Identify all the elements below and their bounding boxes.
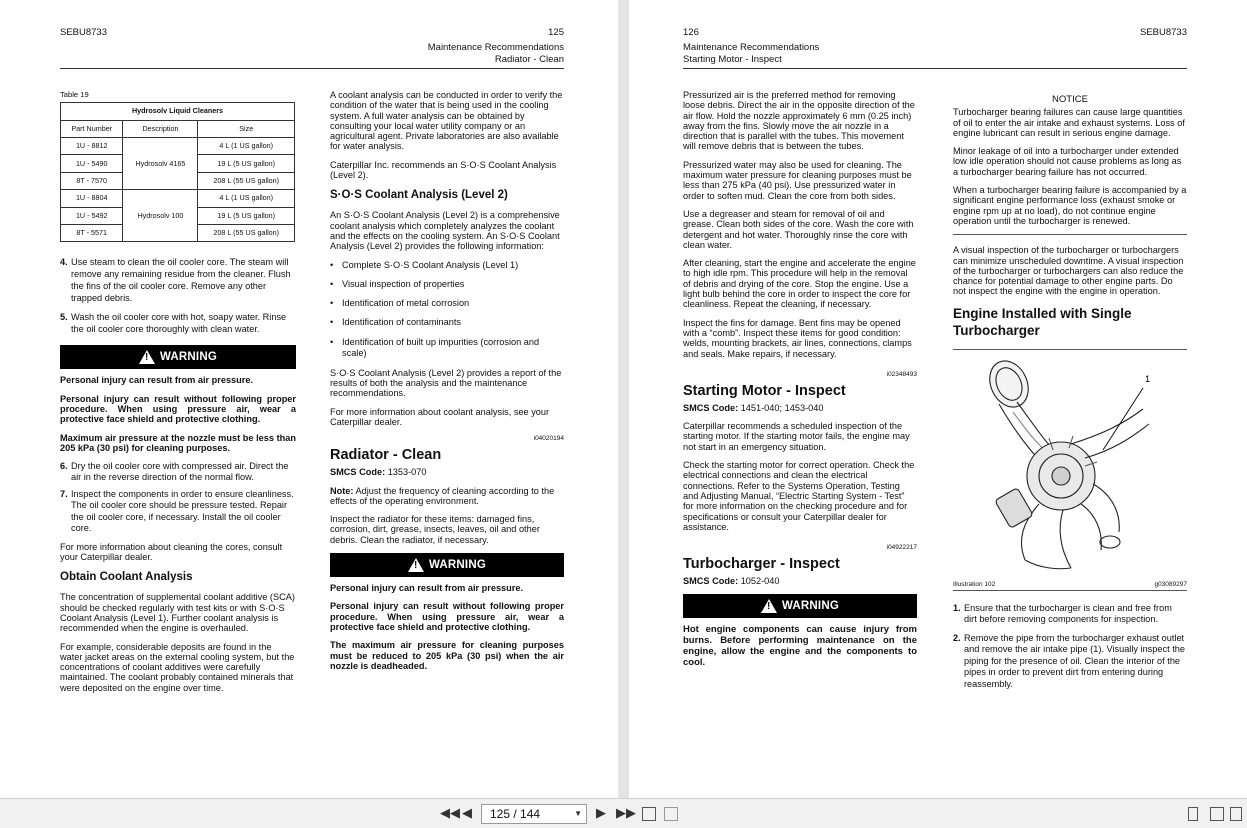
header-topic: Starting Motor - Inspect xyxy=(683,54,782,65)
list-item xyxy=(330,317,564,327)
bullet: • xyxy=(330,298,334,309)
paragraph: Caterpillar recommends a scheduled inspection of the starting motor. If the starting motor fails, the engine may not start in an emergency situation. xyxy=(683,421,910,452)
step-text: Dry the oil cooler core with compressed air. Direct the air in the reverse direction of the normal flow. xyxy=(71,461,289,482)
paragraph: For more information about coolant analysis, see your Caterpillar dealer. xyxy=(330,406,550,427)
right-column-2 xyxy=(953,95,1187,697)
illustration-ref: g03089297 xyxy=(1154,580,1187,588)
bullet: • xyxy=(330,259,334,270)
warning-banner xyxy=(330,553,564,577)
table-header: Part Number xyxy=(61,120,123,137)
illustration-label: Illustration 102 xyxy=(953,580,996,588)
illustration-caption xyxy=(953,581,1187,589)
step-1 xyxy=(953,603,1187,626)
more-info-text: For more information about cleaning the cores, consult your Caterpillar dealer. xyxy=(60,541,283,563)
warning-text: Maximum air pressure at the nozzle must be less than 205 kPa (30 psi) for cleaning purposes. xyxy=(60,432,296,453)
paragraph: After cleaning, start the engine and accelerate the engine to high idle rpm. This procedure will help in the removal of debris and drying of the core. Stop the engine. Use a light bulb behind the core in order to inspect the core for cleanliness. Repeat the cleaning, if necessary. xyxy=(683,258,916,310)
size-cell: 4 L (1 US gallon) xyxy=(198,138,295,155)
step-text: Wash the oil cooler core with hot, soapy water. Rinse the oil cooler core thoroughly with clean water. xyxy=(71,312,287,335)
step-number: 2. xyxy=(953,632,961,643)
step-number: 6. xyxy=(60,461,68,472)
step-number: 4. xyxy=(60,257,68,268)
previous-page-icon[interactable]: ◀ xyxy=(462,805,472,820)
description-cell: Hydrosolv 100 xyxy=(123,190,198,242)
list-item xyxy=(330,279,564,289)
paragraph: S·O·S Coolant Analysis (Level 2) provides a report of the results of both the analysis and the maintenance recommendations. xyxy=(330,367,562,399)
warning-banner xyxy=(683,594,917,618)
callout-1: 1 xyxy=(1145,373,1151,384)
fit-width-icon[interactable] xyxy=(664,807,678,821)
header-rule xyxy=(60,68,564,69)
header-rule xyxy=(683,68,1187,69)
list-item-text: Visual inspection of properties xyxy=(342,278,465,289)
page-indicator-select[interactable] xyxy=(481,804,587,824)
note-text: Adjust the frequency of cleaning according to the effects of the operating environment. xyxy=(330,485,555,506)
smcs-label: SMCS Code: xyxy=(683,576,739,587)
reference-id: i04922217 xyxy=(886,544,917,552)
smcs-value: 1052-040 xyxy=(740,576,780,587)
sos-level2-heading: S·O·S Coolant Analysis (Level 2) xyxy=(330,189,508,202)
paragraph: Pressurized air is the preferred method for removing loose debris. Direct the air in the opposite direction of the air flow. Hold the nozzle approximately 6 mm (0.25 inch) away from the fins. Slowly move the air nozzle in a direction that is parallel with the tubes. This movement will remove debris that is between the tubes. xyxy=(683,90,915,152)
note-paragraph xyxy=(330,486,564,507)
paragraph: A coolant analysis can be conducted in order to verify the condition of the water that is being used in the cooling system. A full water analysis can be obtained by consulting your local water utility company or an agricultural agent. Private laboratories are also available for water analysis. xyxy=(330,90,563,152)
paragraph: For example, considerable deposits are found in the water jacket areas on the external cooling system, but the concentrations of coolant additives were carefully maintained. The coolant probably contained minerals that were deposited on the engine over time. xyxy=(60,641,295,693)
list-item-text: Identification of built up impurities (corrosion and scale) xyxy=(342,336,540,358)
note-label: Note: xyxy=(330,485,354,496)
radiator-clean-heading: Radiator - Clean xyxy=(330,447,442,464)
notice-rule xyxy=(953,234,1187,235)
size-cell: 19 L (5 US gallon) xyxy=(198,155,295,172)
step-4 xyxy=(60,256,296,304)
part-number-cell: 1U - 5492 xyxy=(61,207,123,224)
bullet: • xyxy=(330,336,334,347)
fit-page-icon[interactable] xyxy=(642,807,656,821)
size-cell: 4 L (1 US gallon) xyxy=(198,190,295,207)
warning-text: The maximum air pressure for cleaning purposes must be reduced to 205 kPa (30 psi) when the air nozzle is deadheaded. xyxy=(330,640,564,671)
list-item xyxy=(330,260,564,270)
part-number-cell: 1U - 5490 xyxy=(61,155,123,172)
warning-label: WARNING xyxy=(160,351,217,364)
list-item xyxy=(330,337,564,359)
warning-text: Personal injury can result without following proper procedure. When using pressure air, wear a protective face shield and protective clothing. xyxy=(60,393,296,425)
continuous-view-icon[interactable] xyxy=(1230,807,1242,821)
paragraph: Caterpillar Inc. recommends an S·O·S Coolant Analysis (Level 2). xyxy=(330,159,557,181)
list-item-text: Identification of contaminants xyxy=(342,317,461,328)
paragraph: Check the starting motor for correct operation. Check the electrical connections and clean the electrical connections. Refer to the Systems Operation, Testing and Adjusting Manual, “Electric Starting System - Test” for more information on the checking procedure and for specifications or consult your Caterpillar dealer for assistance. xyxy=(683,460,915,532)
warning-label: WARNING xyxy=(782,600,839,613)
table-row xyxy=(61,190,295,207)
header-section: Maintenance Recommendations xyxy=(683,42,820,53)
next-page-icon[interactable]: ▶ xyxy=(596,805,606,820)
table-row xyxy=(61,138,295,155)
step-7 xyxy=(60,489,296,535)
paragraph: The concentration of supplemental coolant additive (SCA) should be checked regularly with test kits or with S·O·S Coolant Analysis (Level 1). Further coolant analysis is recommended when the engine is overhauled. xyxy=(60,592,295,634)
step-2 xyxy=(953,633,1187,691)
part-number-cell: 8T - 5571 xyxy=(61,225,123,242)
size-cell: 208 L (55 US gallon) xyxy=(198,225,295,242)
doc-id: SEBU8733 xyxy=(60,27,108,38)
page-indicator-text: 125 / 144 xyxy=(490,807,541,821)
paragraph: Inspect the radiator for these items: damaged fins, corrosion, dirt, grease, insects, leaves, oil and other debris. Clean the radiator, if necessary. xyxy=(330,514,540,545)
smcs-label: SMCS Code: xyxy=(683,402,739,413)
turbocharger-illustration xyxy=(953,354,1187,579)
warning-text: Personal injury can result from air pressure. xyxy=(330,583,524,594)
warning-icon: ! xyxy=(408,558,424,572)
smcs-code xyxy=(330,467,564,477)
reference-id: i04020194 xyxy=(533,435,564,443)
warning-banner xyxy=(60,345,296,369)
paragraph: Pressurized water may also be used for cleaning. The maximum water pressure for cleaning purposes must be less than 275 kPa (40 psi). Use pressurized water in order to soften mud. Clean the core from both sides. xyxy=(683,159,912,201)
cleaners-table xyxy=(60,102,295,242)
notice-paragraph: When a turbocharger bearing failure is accompanied by a significant engine performance loss (exhaust smoke or engine rpm up at no load), do not continue engine operation until the turbocharger is renewed. xyxy=(953,185,1187,226)
list-item-text: Complete S·O·S Coolant Analysis (Level 1) xyxy=(342,259,519,270)
last-page-icon[interactable]: ▶▶ xyxy=(616,805,636,820)
part-number-cell: 1U - 8812 xyxy=(61,138,123,155)
table-header: Description xyxy=(123,120,198,137)
starting-motor-heading: Starting Motor - Inspect xyxy=(683,382,846,399)
step-text: Use steam to clean the oil cooler core. The steam will remove any remaining residue from the cleaner. Flush the fins of the oil cooler core. Remove any other trapped debris. xyxy=(71,257,291,304)
right-page xyxy=(629,0,1247,798)
table-caption: Table 19 xyxy=(60,90,89,99)
caption-rule xyxy=(953,590,1187,591)
paragraph: A visual inspection of the turbocharger or turbochargers can minimize unscheduled downtime. A visual inspection of the turbocharger or turbochargers can also reduce the chance for potential damage to other engine parts. Do not inspect the engine with the engine in operation. xyxy=(953,245,1184,297)
description-cell: Hydrosolv 4165 xyxy=(123,138,198,190)
step-number: 7. xyxy=(60,488,68,499)
paragraph: Inspect the fins for damage. Bent fins may be opened with a “comb”. Inspect these items for good condition: welds, mounting brackets, air lines, connections, clamps and seals. Make repairs, if necessary. xyxy=(683,317,912,359)
figure-rule xyxy=(953,349,1187,350)
single-turbo-heading: Engine Installed with Single Turbocharger xyxy=(953,305,1132,338)
notice-title: NOTICE xyxy=(1052,94,1088,105)
page-number: 125 xyxy=(548,27,564,38)
part-number-cell: 8T - 7570 xyxy=(61,172,123,189)
notice-paragraph: Minor leakage of oil into a turbocharger under extended low idle operation should not cause problems as long as a turbocharger bearing failure has not occurred. xyxy=(953,146,1182,177)
left-column-2 xyxy=(330,90,564,679)
warning-text: Hot engine components can cause injury from burns. Before performing maintenance on the engine, allow the engine and the components to cool. xyxy=(683,624,917,669)
obtain-coolant-heading: Obtain Coolant Analysis xyxy=(60,571,193,584)
step-text: Inspect the components in order to ensure cleanliness. The oil cooler core should be pressure tested. Repair the oil cooler core, if necessary. Install the oil cooler core. xyxy=(71,488,294,534)
warning-icon: ! xyxy=(761,599,777,613)
step-5 xyxy=(60,311,296,335)
smcs-value: 1451-040; 1453-040 xyxy=(740,402,824,413)
paragraph: Use a degreaser and steam for removal of oil and grease. Clean both sides of the core. Wash the core with detergent and hot water. Thoroughly rinse the core with clean water. xyxy=(683,208,914,250)
step-6 xyxy=(60,461,296,482)
smcs-label: SMCS Code: xyxy=(330,467,386,478)
turbocharger-drawing xyxy=(953,354,1187,579)
step-text: Ensure that the turbocharger is clean and free from dirt before removing components for inspection. xyxy=(964,602,1172,625)
notice-paragraph: Turbocharger bearing failures can cause large quantities of oil to enter the air intake and exhaust systems. Loss of engine lubricant can result in serious engine damage. xyxy=(953,107,1185,138)
list-item-text: Identification of metal corrosion xyxy=(342,298,470,309)
page-number: 126 xyxy=(683,27,699,38)
reference-id: i02348493 xyxy=(886,370,917,378)
step-text: Remove the pipe from the turbocharger exhaust outlet and remove the air intake pipe (1). Visually inspect the piping for the presence of oil. Clean the interior of the pipes in order to prevent dirt from entering during reassembly. xyxy=(964,632,1185,689)
warning-text: Personal injury can result without following proper procedure. When using pressure air, wear a protective face shield and protective clothing. xyxy=(330,601,564,632)
paragraph: An S·O·S Coolant Analysis (Level 2) is a comprehensive coolant analysis which completely analyzes the coolant and the effects on the cooling system. An S·O·S Coolant Analysis (Level 2) provides the following information: xyxy=(330,210,560,252)
left-page xyxy=(0,0,618,798)
doc-id: SEBU8733 xyxy=(1139,27,1187,38)
header-topic: Radiator - Clean xyxy=(494,54,564,65)
warning-text: Personal injury can result from air pressure. xyxy=(60,375,254,386)
warning-icon: ! xyxy=(139,350,155,364)
header-section: Maintenance Recommendations xyxy=(427,42,564,53)
chevron-down-icon: ▼ xyxy=(574,809,582,818)
list-item xyxy=(330,298,564,308)
table-header: Size xyxy=(198,120,295,137)
turbocharger-heading: Turbocharger - Inspect xyxy=(683,556,840,573)
bullet: • xyxy=(330,317,334,328)
first-page-icon[interactable]: ◀◀ xyxy=(440,805,460,820)
smcs-code xyxy=(683,576,917,586)
bullet: • xyxy=(330,278,334,289)
smcs-value: 1353-070 xyxy=(387,467,427,478)
part-number-cell: 1U - 8804 xyxy=(61,190,123,207)
pdf-toolbar xyxy=(0,798,1247,828)
size-cell: 19 L (5 US gallon) xyxy=(198,207,295,224)
size-cell: 208 L (55 US gallon) xyxy=(198,172,295,189)
left-column-1 xyxy=(60,90,296,701)
smcs-code xyxy=(683,403,917,413)
step-number: 5. xyxy=(60,312,68,323)
table-title: Hydrosolv Liquid Cleaners xyxy=(61,103,295,120)
warning-label: WARNING xyxy=(429,558,486,571)
single-page-view-icon[interactable] xyxy=(1188,807,1198,821)
two-page-view-icon[interactable] xyxy=(1210,807,1224,821)
right-column-1 xyxy=(683,90,917,676)
step-number: 1. xyxy=(953,602,961,613)
